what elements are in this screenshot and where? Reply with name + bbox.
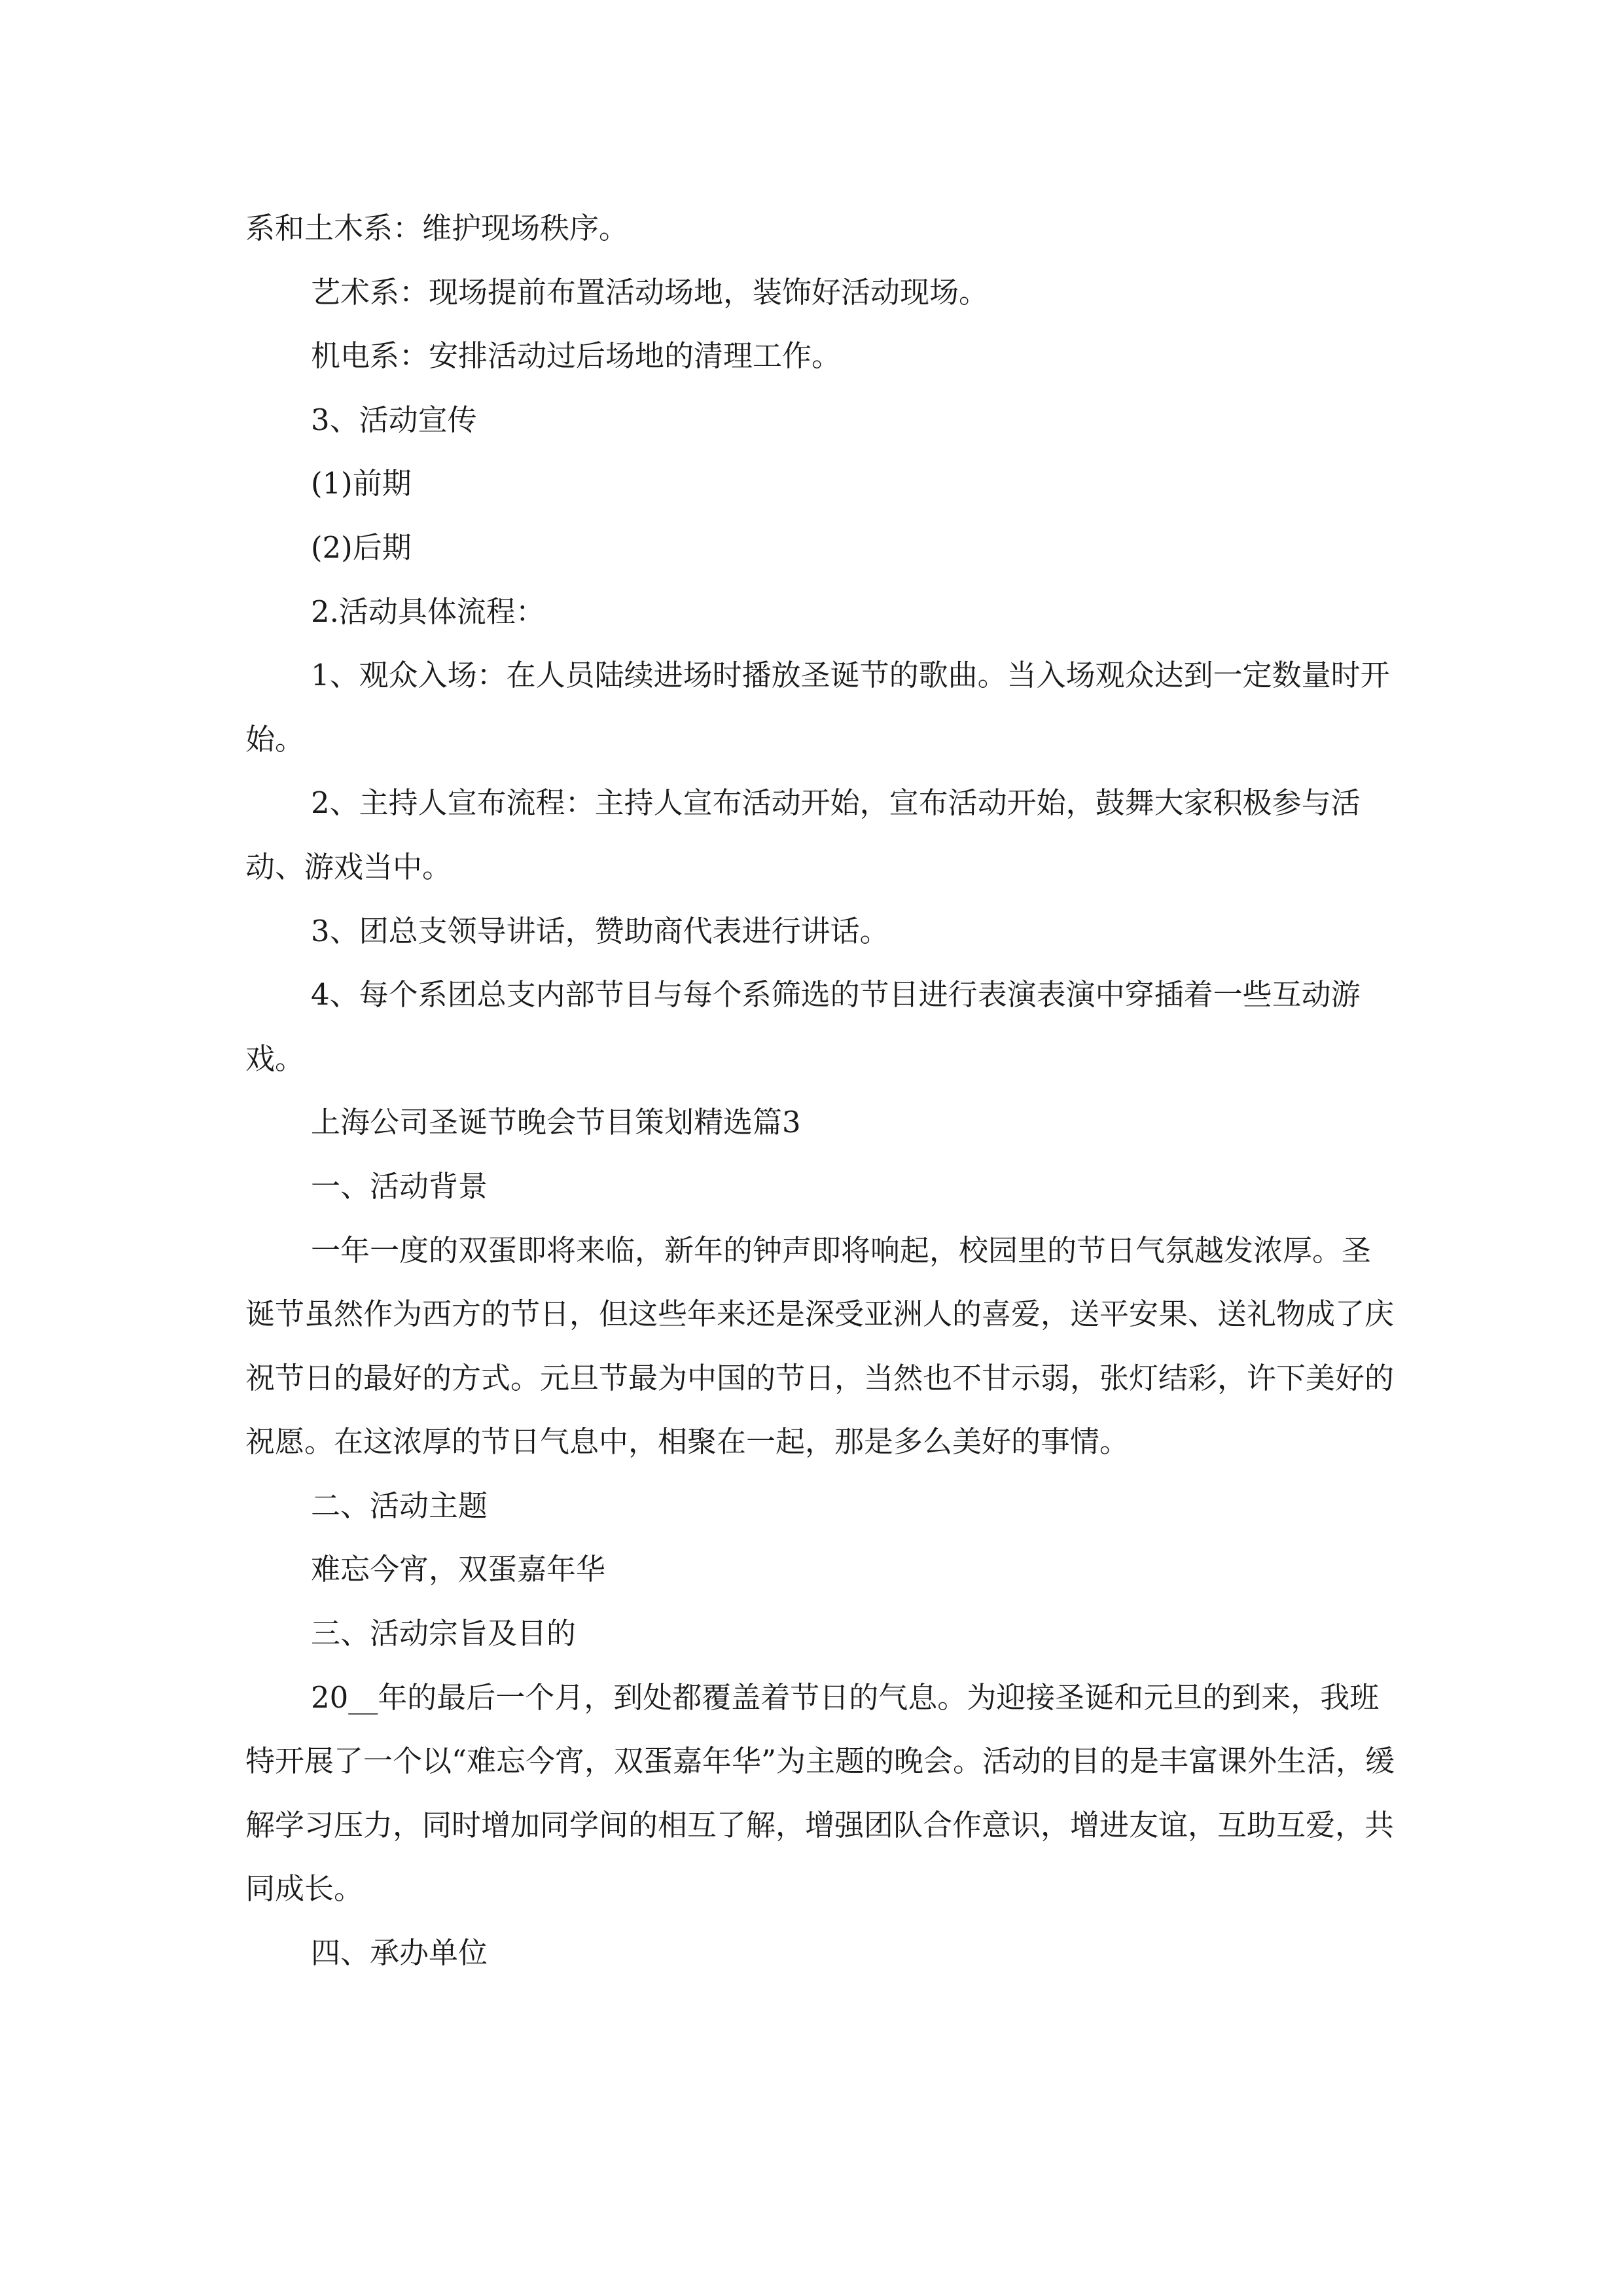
- section-heading: 二、活动主题: [311, 1488, 488, 1523]
- list-item: (2)后期: [311, 529, 412, 565]
- section-heading: 三、活动宗旨及目的: [311, 1616, 577, 1651]
- paragraph: 一年一度的双蛋即将来临，新年的钟声即将响起，校园里的节日气氛越发浓厚。圣诞节虽然作为西方的节日，但这些年来还是深受亚洲人的喜爱，送平安果、送礼物成了庆祝节日的最好的方式。元旦节最为中国的节日，当然也不甘示弱，张灯结彩，许下美好的祝愿。在这浓厚的节日气息中，相聚在一起，那是多么美好的事情。: [245, 1232, 1395, 1460]
- paragraph: 4、每个系团总支内部节目与每个系筛选的节目进行表演表演中穿插着一些互动游戏。: [245, 977, 1361, 1076]
- section-heading: 3、活动宣传: [311, 402, 477, 437]
- section-heading: 一、活动背景: [311, 1168, 488, 1204]
- document-body: [245, 196, 1397, 1985]
- section-heading: 2.活动具体流程：: [311, 594, 545, 629]
- paragraph: 系和土木系：维护现场秩序。: [245, 211, 629, 245]
- paragraph: 难忘今宵，双蛋嘉年华: [311, 1552, 606, 1587]
- paragraph: 1、观众入场：在人员陆续进场时播放圣诞节的歌曲。当入场观众达到一定数量时开始。: [245, 658, 1390, 757]
- paragraph: 2、主持人宣布流程：主持人宣布活动开始，宣布活动开始，鼓舞大家积极参与活动、游戏当中。: [245, 785, 1361, 884]
- paragraph: 3、团总支领导讲话，赞助商代表进行讲话。: [311, 913, 889, 948]
- article-title: 上海公司圣诞节晚会节目策划精选篇3: [311, 1105, 801, 1140]
- list-item: (1)前期: [311, 466, 412, 501]
- paragraph: 艺术系：现场提前布置活动场地，装饰好活动现场。: [311, 274, 989, 310]
- paragraph: 机电系：安排活动过后场地的清理工作。: [311, 338, 842, 374]
- section-heading: 四、承办单位: [311, 1935, 488, 1971]
- paragraph: 20__年的最后一个月，到处都覆盖着节日的气息。为迎接圣诞和元旦的到来，我班特开展了一个以“难忘今宵，双蛋嘉年华”为主题的晚会。活动的目的是丰富课外生活，缓解学习压力，同时增加同学间的相互了解，增强团队合作意识，增进友谊，互助互爱，共同成长。: [245, 1679, 1395, 1907]
